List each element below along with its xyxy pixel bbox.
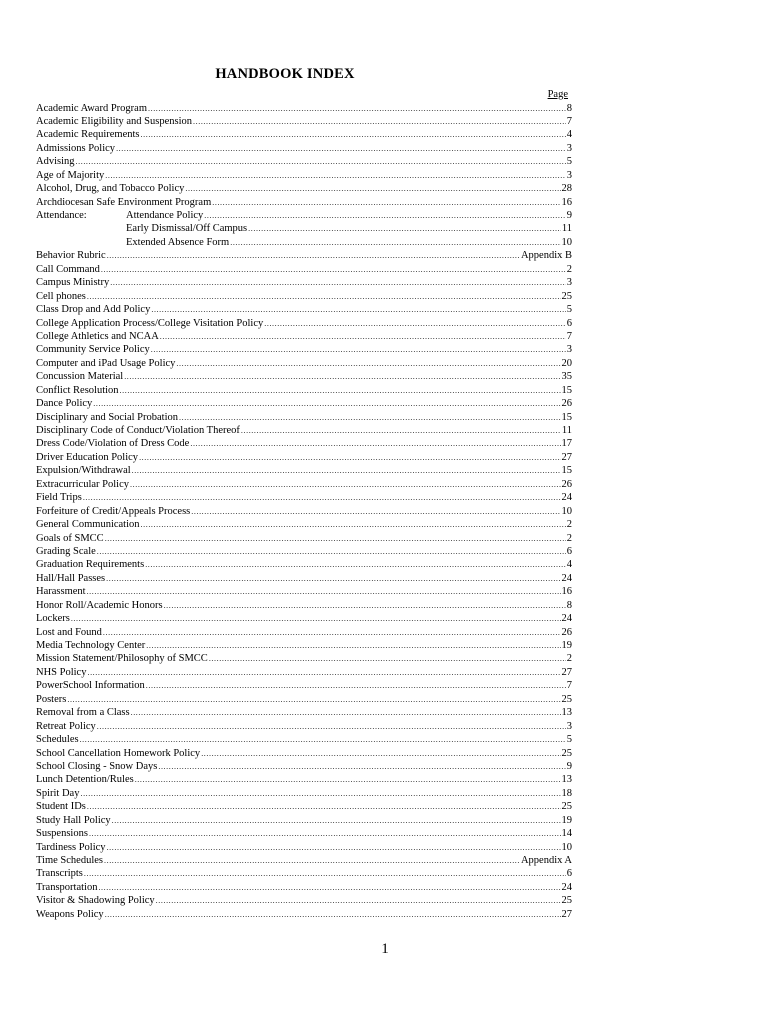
dot-leader: [146, 639, 560, 652]
index-entry-label: Extracurricular Policy: [36, 478, 130, 490]
index-entry: [36, 290, 572, 303]
index-entry: [36, 491, 572, 504]
index-entry-label: Student IDs: [36, 801, 86, 813]
dot-leader: [191, 505, 560, 518]
index-entry-label: Call Command: [36, 263, 100, 275]
dot-leader: [83, 491, 561, 504]
index-entry: [36, 841, 572, 854]
index-entry-label: Disciplinary and Social Probation: [36, 411, 179, 423]
index-entry-page: 3: [566, 142, 572, 154]
index-entry-label: Schedules: [36, 734, 79, 746]
index-entry-label: Age of Majority: [36, 169, 105, 181]
index-entry-page: 8: [566, 102, 572, 114]
index-entry: [36, 155, 572, 168]
index-entry-page: 10: [561, 841, 572, 853]
index-entry-label: Lockers: [36, 613, 70, 625]
index-entry-page: 8: [566, 599, 572, 611]
dot-leader: [80, 733, 566, 746]
index-entry: [36, 343, 572, 356]
index-entry-page: 27: [561, 451, 572, 463]
index-entry: [36, 800, 572, 813]
index-entry-page: 25: [561, 290, 572, 302]
index-entry: [36, 142, 572, 155]
footer-page-number: 1: [381, 941, 389, 957]
index-entry-page: 25: [561, 693, 572, 705]
index-entry: [36, 451, 572, 464]
index-entry-label: Attendance Policy: [126, 210, 204, 221]
index-entry: [36, 505, 572, 518]
dot-leader: [87, 290, 561, 303]
index-entry: [36, 599, 572, 612]
index-entry: [36, 612, 572, 625]
index-entry-page: 10: [561, 236, 572, 248]
dot-leader: [176, 357, 560, 370]
index-entry-label: Extended Absence Form: [126, 236, 230, 248]
dot-leader: [141, 128, 566, 141]
dot-leader: [146, 679, 566, 692]
index-entry-label: Transcripts: [36, 868, 83, 880]
index-entry-page: Appendix B: [520, 250, 572, 262]
index-entry: [36, 854, 572, 867]
index-entry: [36, 370, 572, 383]
dot-leader: [87, 666, 560, 679]
index-entry-page: 16: [561, 196, 572, 208]
index-entry-page: 25: [561, 895, 572, 907]
index-entry: [36, 679, 572, 692]
index-entry-label: Alcohol, Drug, and Tobacco Policy: [36, 183, 185, 195]
dot-leader: [160, 330, 566, 343]
dot-leader: [87, 585, 561, 598]
index-entry-page: 3: [566, 277, 572, 289]
index-entry: [36, 827, 572, 840]
dot-leader: [204, 209, 565, 222]
index-entry-page: 5: [566, 156, 572, 168]
index-entry-label: Cell phones: [36, 290, 86, 302]
index-entry: [36, 209, 572, 222]
index-entry-label: Lost and Found: [36, 626, 102, 638]
dot-leader: [98, 881, 560, 894]
index-entry-label: Advising: [36, 156, 75, 168]
index-entry-page: 13: [561, 774, 572, 786]
index-entry-page: 13: [561, 707, 572, 719]
dot-leader: [116, 142, 566, 155]
index-entry-page: 26: [561, 626, 572, 638]
index-entry: [36, 276, 572, 289]
index-entry-label: Disciplinary Code of Conduct/Violation Thereof: [36, 425, 240, 436]
index-entry-page: 25: [561, 747, 572, 759]
index-entry-label: Grading Scale: [36, 545, 96, 557]
index-entry: [36, 464, 572, 477]
index-entry-page: 11: [561, 223, 572, 235]
dot-leader: [264, 317, 566, 330]
index-entry-label: Dance Policy: [36, 398, 93, 410]
index-entry-page: 6: [566, 868, 572, 880]
dot-leader: [151, 303, 565, 316]
index-entry-label: Admissions Policy: [36, 142, 116, 154]
index-entry-page: 2: [566, 653, 572, 665]
index-entry: [36, 787, 572, 800]
dot-leader: [107, 841, 561, 854]
index-entry-label: School Closing - Snow Days: [36, 760, 158, 772]
index-entry-page: 2: [566, 519, 572, 531]
dot-leader: [107, 249, 520, 262]
dot-leader: [89, 827, 561, 840]
dot-leader: [93, 397, 560, 410]
index-entry-page: 3: [566, 169, 572, 181]
index-entry: [36, 532, 572, 545]
index-entry-label: Posters: [36, 693, 67, 705]
index-entry: [36, 411, 572, 424]
index-entry: [36, 303, 572, 316]
index-entry-label: Visitor & Shadowing Policy: [36, 895, 155, 907]
dot-leader: [104, 854, 520, 867]
dot-leader: [105, 532, 566, 545]
index-entry: [36, 572, 572, 585]
index-entry-page: 18: [561, 787, 572, 799]
dot-leader: [185, 182, 560, 195]
dot-leader: [151, 343, 566, 356]
index-entry-page: 3: [566, 720, 572, 732]
index-entry-label: Behavior Rubric: [36, 250, 106, 262]
index-entry-page: 7: [566, 680, 572, 692]
index-entry: [36, 720, 572, 733]
index-entry-page: 5: [566, 304, 572, 316]
index-entry-page: 4: [566, 129, 572, 141]
index-entry-page: 7: [566, 115, 572, 127]
index-entry: [36, 437, 572, 450]
index-entry-label: Academic Requirements: [36, 129, 140, 141]
index-entry: [36, 666, 572, 679]
index-entry-page: Appendix A: [520, 855, 572, 866]
index-entry-label: Driver Education Policy: [36, 451, 139, 463]
index-entry-label: Class Drop and Add Policy: [36, 304, 151, 316]
index-entry-page: 6: [566, 317, 572, 329]
index-entry-page: 5: [566, 734, 572, 746]
index-entry-label: Transportation: [36, 881, 98, 893]
dot-leader: [179, 411, 560, 424]
dot-leader: [164, 599, 566, 612]
index-entry-label: Computer and iPad Usage Policy: [36, 357, 176, 369]
dot-leader: [130, 478, 560, 491]
dot-leader: [101, 263, 566, 276]
index-entry-page: 10: [561, 505, 572, 517]
index-entry: [36, 330, 572, 343]
index-entry-page: 35: [561, 371, 572, 383]
index-entry-label: Suspensions: [36, 828, 88, 840]
dot-leader: [87, 800, 561, 813]
index-entry-label: Lunch Detention/Rules: [36, 774, 134, 786]
index-entry: [36, 747, 572, 760]
dot-leader: [241, 424, 561, 437]
index-entry-label: Weapons Policy: [36, 908, 104, 920]
dot-leader: [139, 451, 560, 464]
dot-leader: [141, 518, 566, 531]
index-entry: [36, 894, 572, 907]
index-entry: [36, 760, 572, 773]
index-entry-page: 9: [566, 760, 572, 772]
index-entry: [36, 558, 572, 571]
index-entry: [36, 115, 572, 128]
index-entry-label: Archdiocesan Safe Environment Program: [36, 196, 212, 208]
dot-leader: [148, 102, 566, 115]
dot-leader: [80, 787, 560, 800]
dot-leader: [124, 370, 560, 383]
dot-leader: [103, 626, 561, 639]
index-entry-page: 16: [561, 586, 572, 598]
index-entry: [36, 733, 572, 746]
index-entry-page: 11: [561, 425, 572, 436]
index-entry: [36, 169, 572, 182]
index-entry-label: Field Trips: [36, 492, 82, 504]
index-entry: [36, 545, 572, 558]
dot-leader: [193, 115, 566, 128]
index-entry-page: 24: [561, 492, 572, 504]
page-title: HANDBOOK INDEX: [215, 66, 355, 82]
index-entry-label: Community Service Policy: [36, 344, 150, 356]
index-entry-page: 25: [561, 801, 572, 813]
dot-leader: [106, 572, 560, 585]
dot-leader: [112, 814, 561, 827]
dot-leader: [71, 612, 561, 625]
dot-leader: [212, 196, 560, 209]
index-entry-page: 6: [566, 545, 572, 557]
dot-leader: [105, 908, 561, 921]
index-entry-page: 17: [561, 438, 572, 450]
index-entry: [36, 196, 572, 209]
index-entry-label: PowerSchool Information: [36, 680, 145, 692]
index-entry-page: 15: [561, 411, 572, 423]
index-entry: [36, 867, 572, 880]
index-entry-label: Academic Eligibility and Suspension: [36, 115, 193, 127]
index-entry: [36, 128, 572, 141]
index-entry-page: 15: [561, 465, 572, 477]
dot-leader: [158, 760, 565, 773]
index-list: [36, 102, 572, 922]
index-entry: [36, 773, 572, 786]
index-entry-label: Dress Code/Violation of Dress Code: [36, 438, 190, 450]
index-entry: [36, 357, 572, 370]
index-entry-label: Campus Ministry: [36, 277, 110, 289]
index-entry-label: Media Technology Center: [36, 640, 146, 651]
index-entry-label: Retreat Policy: [36, 720, 96, 732]
index-entry-page: 4: [566, 559, 572, 571]
index-entry-label: College Application Process/College Visitation Policy: [36, 317, 264, 329]
index-entry-page: 24: [561, 572, 572, 584]
dot-leader: [105, 169, 566, 182]
index-entry-label: Early Dismissal/Off Campus: [126, 223, 248, 235]
index-entry: [36, 222, 572, 235]
index-entry: [36, 652, 572, 665]
index-entry: [36, 908, 572, 921]
index-entry: [36, 317, 572, 330]
index-entry-label: Time Schedules: [36, 855, 103, 866]
index-entry-label: Expulsion/Withdrawal: [36, 465, 131, 477]
dot-leader: [76, 155, 566, 168]
index-entry: [36, 249, 572, 262]
dot-leader: [67, 693, 560, 706]
index-entry-page: 3: [566, 344, 572, 356]
dot-leader: [209, 652, 566, 665]
index-entry-page: 24: [561, 881, 572, 893]
index-entry-page: 2: [566, 532, 572, 544]
index-entry-page: 14: [561, 828, 572, 840]
index-entry-page: 20: [561, 357, 572, 369]
dot-leader: [230, 236, 560, 249]
index-entry: [36, 263, 572, 276]
page-column-label: Page: [547, 89, 568, 100]
dot-leader: [135, 773, 561, 786]
index-entry-page: 28: [561, 183, 572, 195]
index-entry-label: Conflict Resolution: [36, 384, 119, 396]
index-entry-page: 2: [566, 263, 572, 275]
index-entry-page: 26: [561, 398, 572, 410]
index-entry-page: 24: [561, 613, 572, 625]
dot-leader: [132, 464, 561, 477]
index-entry: [36, 693, 572, 706]
index-entry: [36, 102, 572, 115]
index-entry-label: Academic Award Program: [36, 102, 147, 114]
index-entry-label: Removal from a Class: [36, 707, 130, 719]
index-entry-page: 27: [561, 666, 572, 678]
index-entry-page: 7: [566, 330, 572, 342]
dot-leader: [97, 545, 566, 558]
index-entry: [36, 424, 572, 437]
index-entry: [36, 881, 572, 894]
index-entry: [36, 639, 572, 652]
index-entry: [36, 397, 572, 410]
index-entry-label: Goals of SMCC: [36, 532, 104, 544]
dot-leader: [110, 276, 566, 289]
dot-leader: [120, 384, 561, 397]
index-entry-label: School Cancellation Homework Policy: [36, 747, 201, 759]
index-entry-label: Hall/Hall Passes: [36, 572, 106, 584]
index-entry: [36, 384, 572, 397]
index-entry-label: NHS Policy: [36, 666, 87, 678]
index-entry: [36, 236, 572, 249]
index-entry-page: 27: [561, 908, 572, 920]
index-entry-label: College Athletics and NCAA: [36, 330, 159, 342]
index-entry: [36, 478, 572, 491]
index-entry: [36, 585, 572, 598]
index-entry-page: 26: [561, 478, 572, 490]
dot-leader: [97, 720, 566, 733]
dot-leader: [248, 222, 561, 235]
index-entry-label: Concussion Material: [36, 371, 124, 383]
index-entry-label: Study Hall Policy: [36, 814, 111, 826]
index-entry-label: Forfeiture of Credit/Appeals Process: [36, 505, 191, 517]
index-entry-label: Mission Statement/Philosophy of SMCC: [36, 653, 208, 665]
index-entry-label: Harassment: [36, 586, 86, 598]
index-entry-page: 19: [561, 640, 572, 651]
index-entry-page: 15: [561, 384, 572, 396]
index-entry: [36, 706, 572, 719]
index-entry: [36, 626, 572, 639]
index-entry-label: Graduation Requirements: [36, 559, 145, 571]
dot-leader: [201, 747, 560, 760]
index-entry-label: Tardiness Policy: [36, 841, 106, 853]
index-entry-label: Spirit Day: [36, 787, 80, 799]
dot-leader: [190, 437, 560, 450]
index-entry-page: 9: [566, 210, 572, 221]
index-entry-prefix: Attendance:: [36, 210, 87, 221]
index-entry-label: General Communication: [36, 519, 140, 531]
dot-leader: [145, 558, 566, 571]
dot-leader: [131, 706, 561, 719]
index-entry-page: 19: [561, 814, 572, 826]
index-entry: [36, 814, 572, 827]
index-entry: [36, 518, 572, 531]
index-entry: [36, 182, 572, 195]
dot-leader: [84, 867, 566, 880]
dot-leader: [156, 894, 561, 907]
index-entry-label: Honor Roll/Academic Honors: [36, 599, 163, 611]
